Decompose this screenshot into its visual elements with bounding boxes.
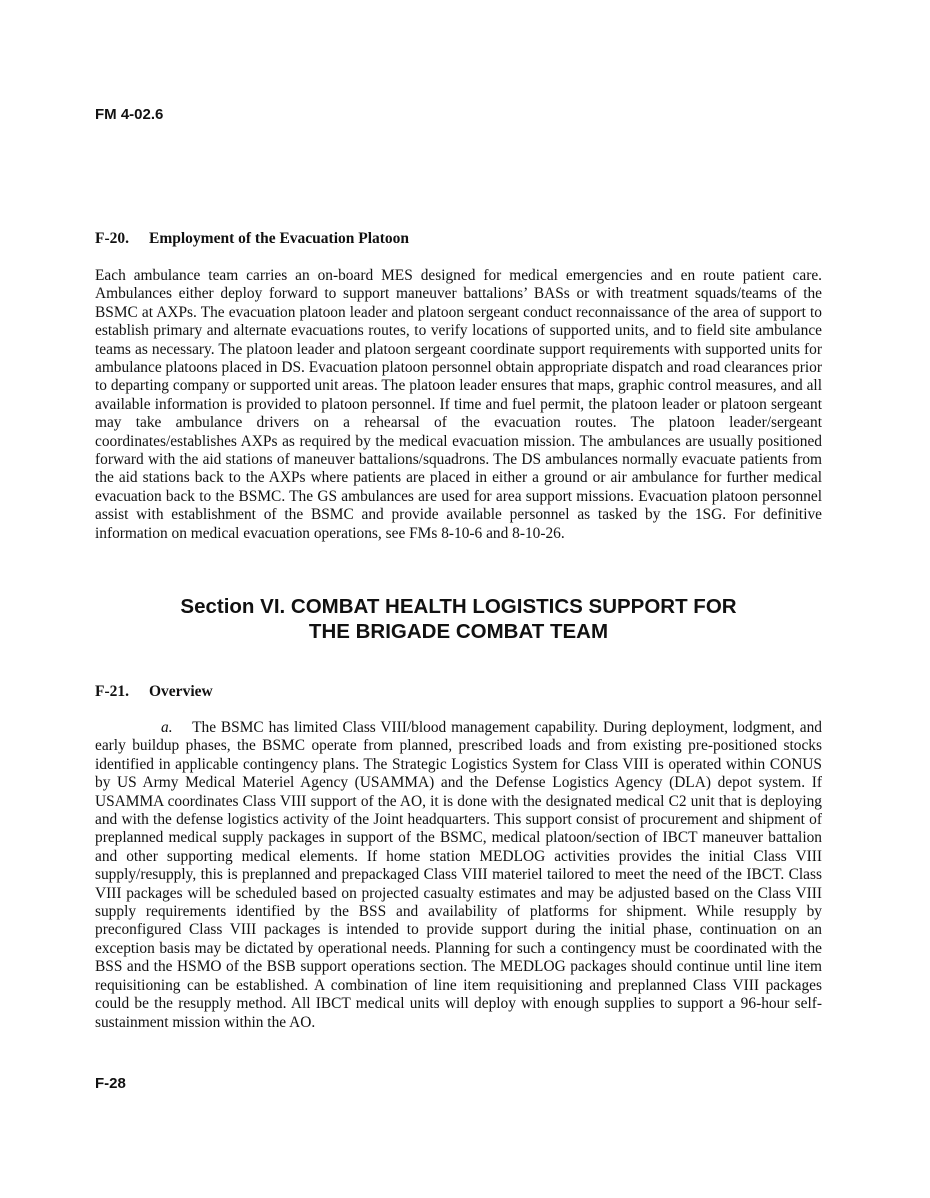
subparagraph-text: The BSMC has limited Class VIII/blood management capability. During deployment, lodgment, and early buildup phases, the BSMC operate from planned, prescribed loads and from existing pre-positioned stocks identified in applicable contingency plans. The Strategic Logistics System for Class VIII is operated within CONUS by US Army Medical Materiel Agency (USAMMA) and the Defense Logistics Agency (DLA) depot system. If USAMMA coordinates Class VIII support of the AO, it is done with the designated medical C2 unit that is deploying and with the defense logistics activity of the Joint headquarters. This support consist of procurement and shipment of preplanned medical supply packages in support of the BSMC, medical platoon/section of IBCT maneuver battalion and other supporting medical elements. If home station MEDLOG activities provides the initial Class VIII supply/resupply, this is preplanned and prepackaged Class VIII materiel tailored to meet the need of the IBCT. Class VIII packages will be scheduled based on projected casualty estimates and may be adjusted based on the Class VIII supply requirements identified by the BSS and availability of platforms for shipment. While resupply by preconfigured Class VIII packages is intended to provide support during the initial phase, continuation on an exception basis may be dictated by operational needs. Planning for such a contingency must be coordinated with the BSS and the HSMO of the BSB support operations section. The MEDLOG packages should continue until line item requisitioning can be established. A combination of line item requisitioning and preplanned Class VIII packages could be the resupply method. All IBCT medical units will deploy with enough supplies to support a 96-hour self-sustainment mission within the AO. bbox=[95, 719, 823, 1031]
section-title-line-2: THE BRIGADE COMBAT TEAM bbox=[308, 620, 609, 643]
subparagraph-label: a. bbox=[161, 719, 173, 736]
f21-paragraph-a bbox=[95, 719, 822, 1032]
manual-id: FM 4-02.6 bbox=[95, 106, 164, 123]
page-number: F-28 bbox=[95, 1075, 126, 1092]
paragraph-title: Employment of the Evacuation Platoon bbox=[149, 230, 410, 247]
f20-body-paragraph: Each ambulance team carries an on-board MES designed for medical emergencies and en route patient care. Ambulances either deploy forward to support maneuver battalions’ BASs or with treatment squads/teams of the BSMC at AXPs. The evacuation platoon leader and platoon sergeant conduct reconnaissance of the area of support to establish primary and alternate evacuations routes, to verify locations of supported units, and to field site ambulance teams as necessary. The platoon leader and platoon sergeant coordinate support requirements with supported units for ambulance platoons placed in DS. Evacuation platoon personnel obtain appropriate dispatch and road clearances prior to departing company or supported unit areas. The platoon leader ensures that maps, graphic control measures, and all available information is provided to platoon personnel. If time and fuel permit, the platoon leader or platoon sergeant may take ambulance drivers on a rehearsal of the evacuation routes. The platoon leader/sergeant coordinates/establishes AXPs as required by the medical evacuation mission. The ambulances are usually positioned forward with the aid stations of maneuver battalions/squadrons. The DS ambulances normally evacuate patients from the aid stations back to the AXPs where patients are placed in either a ground or air ambulance for further medical evacuation back to the BSMC. The GS ambulances are used for area support missions. Evacuation platoon personnel assist with establishment of the BSMC and provide available personnel as tasked by the 1SG. For definitive information on medical evacuation operations, see FMs 8-10-6 and 8-10-26. bbox=[95, 267, 822, 542]
paragraph-number: F-21. bbox=[95, 683, 130, 700]
paragraph-title: Overview bbox=[149, 683, 213, 700]
section-title-line-1: Section VI. COMBAT HEALTH LOGISTICS SUPPORT FOR bbox=[180, 595, 737, 618]
paragraph-number: F-20. bbox=[95, 230, 130, 247]
paragraph-heading-f21 bbox=[95, 683, 213, 701]
paragraph-heading-f20 bbox=[95, 230, 409, 248]
section-title bbox=[95, 594, 822, 644]
